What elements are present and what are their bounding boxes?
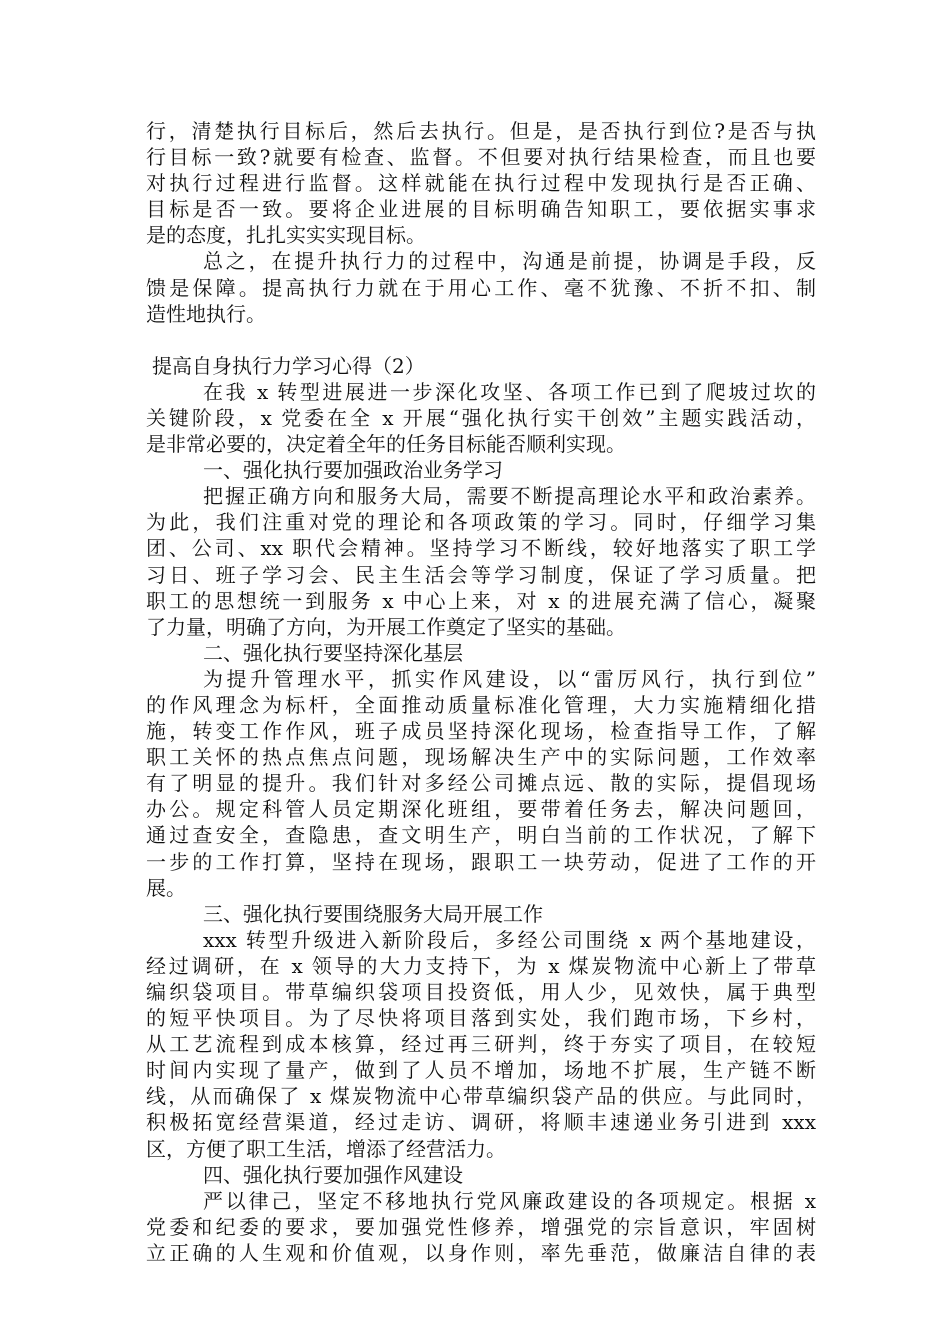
paragraph-line: 办公。规定科管人员定期深化班组，要带着任务去，解决问题回，	[146, 797, 816, 822]
paragraph-line: 职工关怀的热点焦点问题，现场解决生产中的实际问题，工作效率	[146, 745, 816, 770]
heading-three: 三、强化执行要围绕服务大局开展工作	[203, 901, 543, 926]
paragraph-line: xxx 转型升级进入新阶段后，多经公司围绕 x 两个基地建设，	[203, 927, 816, 952]
paragraph-line: 关键阶段，x 党委在全 x 开展“强化执行实干创效”主题实践活动，	[146, 405, 816, 430]
paragraph-line: 在我 x 转型进展进一步深化攻坚、各项工作已到了爬坡过坎的	[203, 379, 816, 404]
paragraph-line: 馈是保障。提高执行力就在于用心工作、毫不犹豫、不折不扣、制	[146, 275, 816, 300]
paragraph-line: 目标是否一致。要将企业进展的目标明确告知职工，要依据实事求	[146, 197, 816, 222]
paragraph-line: 是的态度，扎扎实实实现目标。	[146, 223, 426, 248]
paragraph-line: 职工的思想统一到服务 x 中心上来，对 x 的进展充满了信心，凝聚	[146, 588, 816, 613]
paragraph-line: 总之，在提升执行力的过程中，沟通是前提，协调是手段，反	[203, 249, 816, 274]
paragraph-line: 造性地执行。	[146, 301, 266, 326]
paragraph-line: 有了明显的提升。我们针对多经公司摊点远、散的实际，提倡现场	[146, 771, 816, 796]
paragraph-line: 行目标一致?就要有检查、监督。不但要对执行结果检查，而且也要	[146, 145, 816, 170]
paragraph-line: 立正确的人生观和价值观，以身作则，率先垂范，做廉洁自律的表	[146, 1240, 816, 1265]
paragraph-line: 通过查安全，查隐患，查文明生产，明白当前的工作状况，了解下	[146, 823, 816, 848]
heading-four: 四、强化执行要加强作风建设	[203, 1162, 463, 1187]
paragraph-line: 从工艺流程到成本核算，经过再三研判，终于夯实了项目，在较短	[146, 1032, 816, 1057]
paragraph-line: 展。	[146, 875, 186, 900]
paragraph-line: 党委和纪委的要求，要加强党性修养，增强党的宗旨意识，牢固树	[146, 1214, 816, 1239]
paragraph-line: 积极拓宽经营渠道，经过走访、调研，将顺丰速递业务引进到 xxx	[146, 1110, 816, 1135]
document-body	[146, 118, 816, 1266]
paragraph-line: 为此，我们注重对党的理论和各项政策的学习。同时，仔细学习集	[146, 510, 816, 535]
paragraph-line: 团、公司、xx 职代会精神。坚持学习不断线，较好地落实了职工学	[146, 536, 816, 561]
paragraph-line: 对执行过程进行监督。这样就能在执行过程中发现执行是否正确、	[146, 171, 816, 196]
paragraph-line: 行，清楚执行目标后，然后去执行。但是，是否执行到位?是否与执	[146, 119, 816, 143]
heading-one: 一、强化执行要加强政治业务学习	[203, 458, 503, 483]
paragraph-line: 习日、班子学习会、民主生活会等学习制度，保证了学习质量。把	[146, 562, 816, 587]
paragraph-line: 线，从而确保了 x 煤炭物流中心带草编织袋产品的供应。与此同时，	[146, 1084, 816, 1109]
section-title: 提高自身执行力学习心得（2）	[152, 353, 425, 378]
paragraph-line: 区，方便了职工生活，增添了经营活力。	[146, 1136, 506, 1161]
paragraph-line: 为提升管理水平，抓实作风建设，以“雷厉风行，执行到位”	[203, 666, 816, 691]
paragraph-line: 经过调研，在 x 领导的大力支持下，为 x 煤炭物流中心新上了带草	[146, 953, 816, 978]
blank-line	[146, 327, 816, 353]
paragraph-line: 了力量，明确了方向，为开展工作奠定了坚实的基础。	[146, 614, 626, 639]
paragraph-line: 一步的工作打算，坚持在现场，跟职工一块劳动，促进了工作的开	[146, 849, 816, 874]
paragraph-line: 是非常必要的，决定着全年的任务目标能否顺利实现。	[146, 432, 626, 457]
paragraph-line: 严以律己，坚定不移地执行党风廉政建设的各项规定。根据 x	[203, 1188, 816, 1213]
paragraph-line: 的作风理念为标杆，全面推动质量标准化管理，大力实施精细化措	[146, 692, 816, 717]
heading-two: 二、强化执行要坚持深化基层	[203, 640, 463, 665]
paragraph-line: 编织袋项目。带草编织袋项目投资低，用人少，见效快，属于典型	[146, 980, 816, 1004]
paragraph-line: 的短平快项目。为了尽快将项目落到实处，我们跑市场，下乡村，	[146, 1006, 816, 1031]
paragraph-line: 施，转变工作作风，班子成员坚持深化现场，检查指导工作，了解	[146, 719, 816, 744]
paragraph-line: 时间内实现了量产，做到了人员不增加，场地不扩展，生产链不断	[146, 1058, 816, 1083]
paragraph-line: 把握正确方向和服务大局，需要不断提高理论水平和政治素养。	[203, 484, 816, 509]
